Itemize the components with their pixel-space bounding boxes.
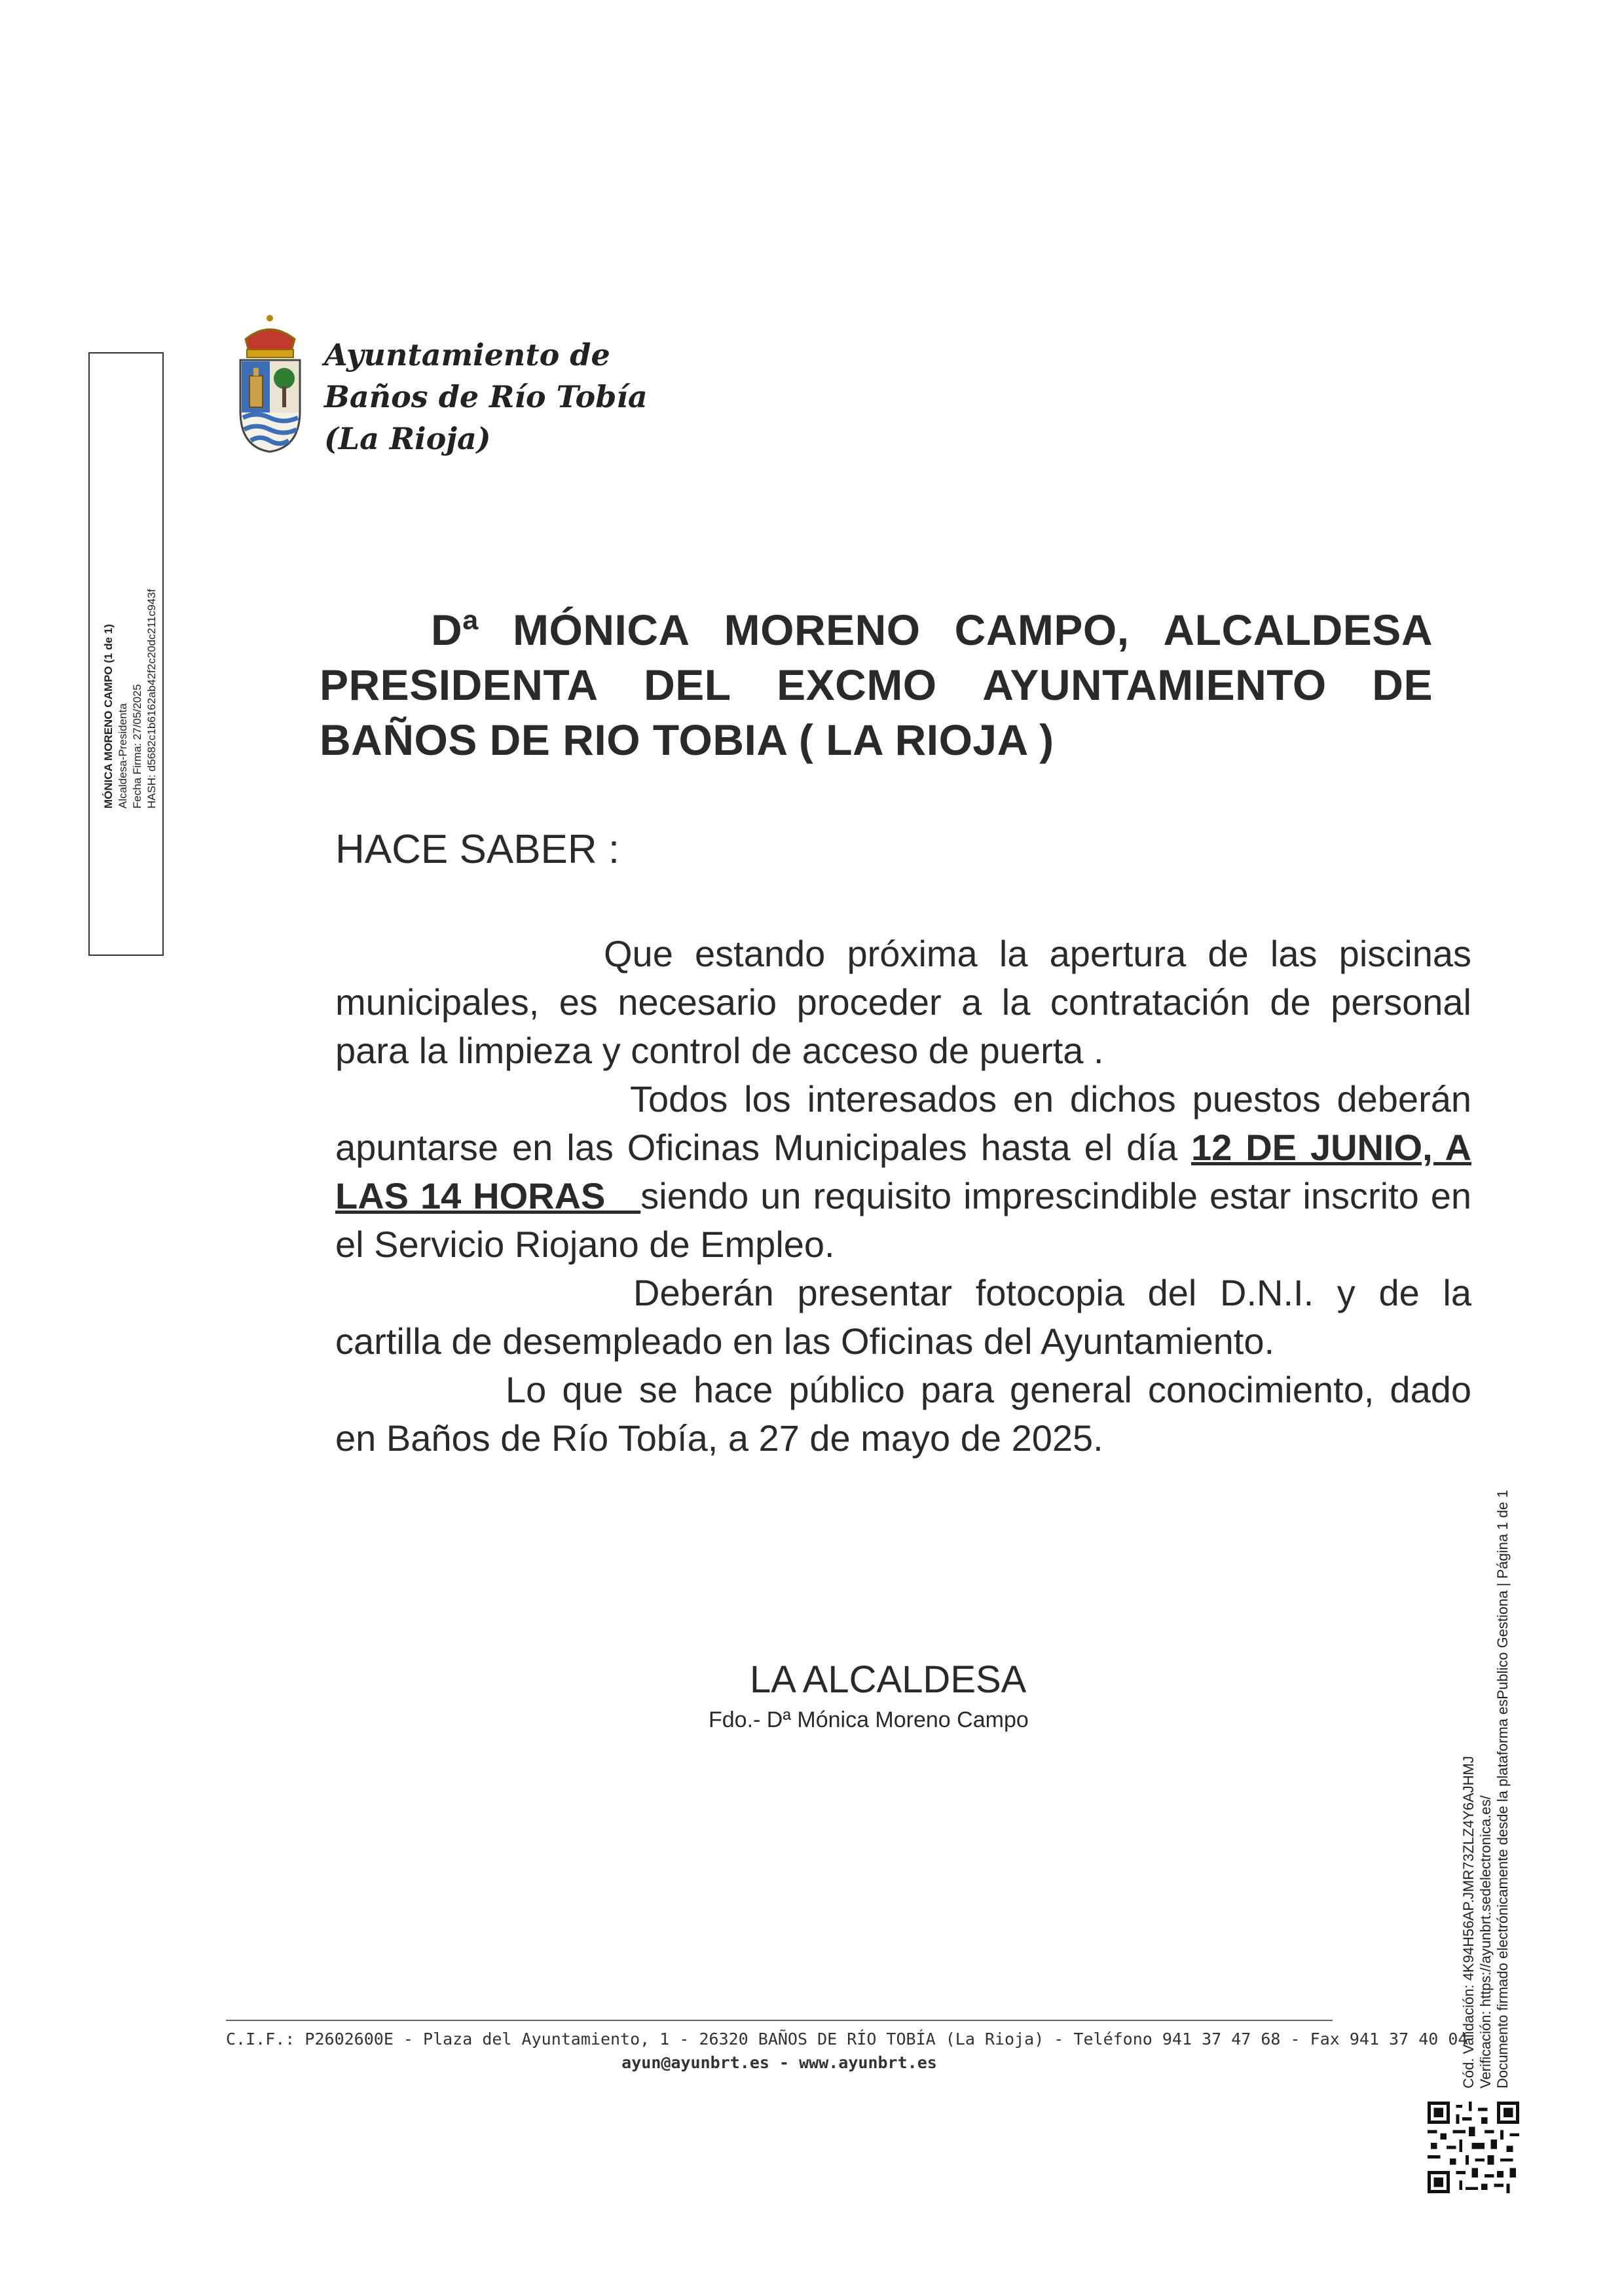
paragraph-2-start: Todos los interesados en dichos puestos deberán apuntarse en las Oficinas Municipales hasta el día	[335, 1078, 1471, 1168]
stamp-hash: HASH: d5682c1b6162ab42f2c20dc211c943f	[145, 589, 158, 809]
deadline-highlight: 12 DE JUNIO, A LAS 14 HORAS	[335, 1127, 1471, 1216]
document-title	[320, 602, 1433, 767]
title-word: EXCMO	[777, 661, 937, 709]
stamp-role: Alcaldesa-Presidenta	[117, 703, 129, 809]
coat-of-arms-icon	[232, 313, 308, 457]
title-word: DE	[1372, 661, 1433, 709]
paragraph-3: Deberán presentar fotocopia del D.N.I. y de la cartilla de desempleado en las Oficinas del Ayuntamiento.	[335, 1272, 1471, 1362]
signature-title: LA ALCALDESA	[750, 1658, 1027, 1701]
signature-stamp	[101, 350, 159, 809]
title-line-3: BAÑOS DE RIO TOBIA ( LA RIOJA )	[320, 716, 1054, 764]
council-line-3: (La Rioja)	[324, 421, 491, 456]
stamp-date: Fecha Firma: 27/05/2025	[131, 684, 143, 809]
notice-body	[335, 930, 1471, 1463]
council-name	[324, 334, 648, 460]
qr-code-icon[interactable]	[1428, 2102, 1519, 2193]
paragraph-2-end: siendo un requisito imprescindible estar inscrito en el Servicio Riojano de Empleo.	[335, 1175, 1472, 1265]
signature-name: Fdo.- Dª Mónica Moreno Campo	[709, 1707, 1029, 1732]
verification-url: Verificación: https://ayunbrt.sedelectronica.es/	[1477, 1795, 1494, 2088]
council-line-1: Ayuntamiento de	[324, 337, 610, 373]
title-word: AYUNTAMIENTO	[982, 661, 1327, 709]
paragraph-4: Lo que se hace público para general conocimiento, dado en Baños de Río Tobía, a 27 de mayo de 2025.	[335, 1369, 1471, 1459]
footer-divider	[226, 2020, 1333, 2021]
paragraph-1: Que estando próxima la apertura de las piscinas municipales, es necesario proceder a la contratación de personal para la limpieza y control de acceso de puerta .	[335, 933, 1471, 1071]
title-word: MÓNICA	[513, 606, 690, 654]
footer-address: C.I.F.: P2602600E - Plaza del Ayuntamiento, 1 - 26320 BAÑOS DE RÍO TOBÍA (La Rioja) - Teléfono 941 37 47 68 - Fax 941 37 40 04	[226, 2030, 1468, 2049]
hace-saber-heading: HACE SABER :	[335, 827, 620, 872]
stamp-signer: MÓNICA MORENO CAMPO (1 de 1)	[102, 624, 115, 809]
title-word: DEL	[644, 661, 731, 709]
title-word: PRESIDENTA	[320, 661, 599, 709]
council-line-2: Baños de Río Tobía	[324, 379, 648, 414]
footer-contact: ayun@ayunbrt.es - www.ayunbrt.es	[621, 2053, 937, 2072]
title-word: ALCALDESA	[1163, 606, 1433, 654]
title-word: CAMPO,	[954, 606, 1130, 654]
verification-code: Cód. Validación: 4K94H56AP.JMR73ZLZ4Y6AJHMJ	[1460, 1756, 1477, 2088]
title-word: MORENO	[724, 606, 921, 654]
paragraph-2	[335, 1075, 1471, 1269]
verification-text	[1460, 1408, 1511, 2088]
title-word: Dª	[431, 606, 479, 654]
verification-note: Documento firmado electrónicamente desde la plataforma esPublico Gestiona | Página 1 de 1	[1494, 1489, 1511, 2088]
